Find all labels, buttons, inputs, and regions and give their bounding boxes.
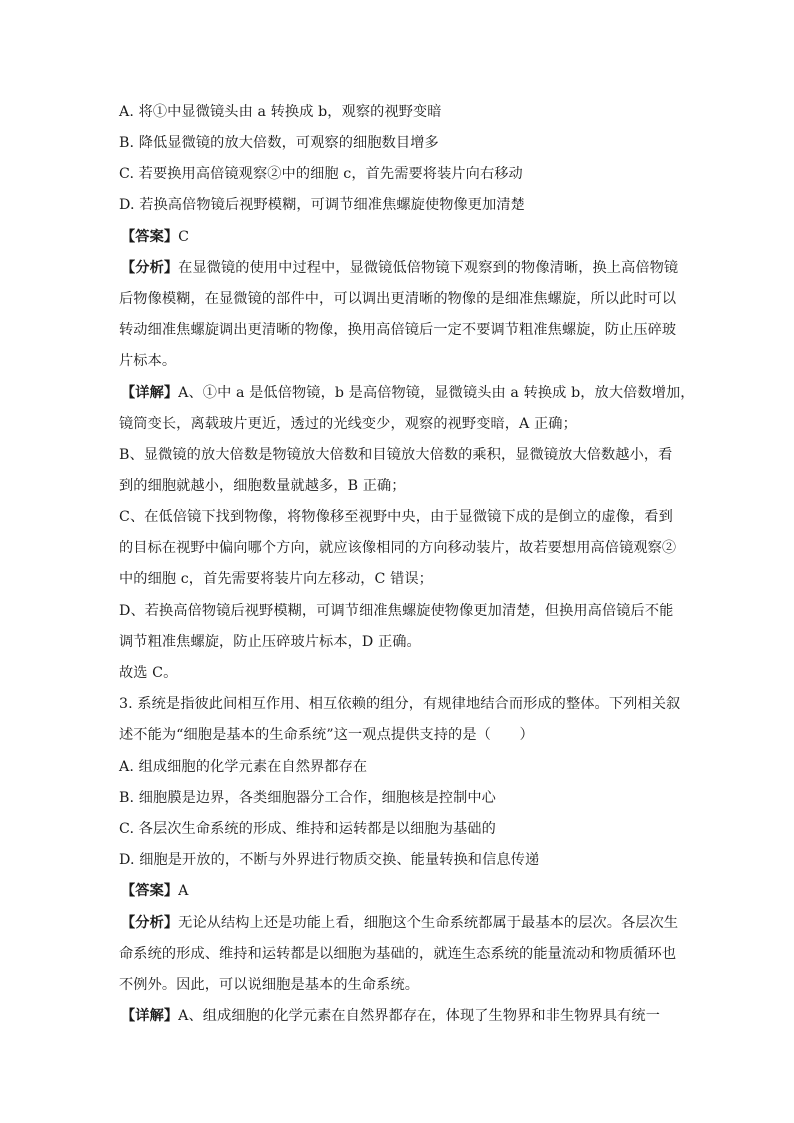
- q3-stem-line: 3. 系统是指彼此间相互作用、相互依赖的组分，有规律地结合而形成的整体。下列相关叙: [119, 696, 681, 712]
- q3-option-c: C. 各层次生命系统的形成、维持和运转都是以细胞为基础的: [119, 821, 496, 837]
- detail-text: A、组成细胞的化学元素在自然界都存在，体现了生物界和非生物界具有统一: [178, 1008, 660, 1024]
- q2-detail-line: 镜筒变长，离载玻片更近，透过的光线变少，观察的视野变暗，A 正确；: [119, 416, 577, 432]
- q2-detail-line: 中的细胞 c，首先需要将装片向左移动，C 错误；: [119, 571, 433, 587]
- q2-option-a: A. 将①中显微镜头由 a 转换成 b，观察的视野变暗: [119, 104, 442, 120]
- q2-analysis-line: 片标本。: [119, 353, 177, 369]
- detail-label: 【详解】: [121, 1008, 179, 1024]
- q2-option-b: B. 降低显微镜的放大倍数，可观察的细胞数目增多: [119, 135, 439, 151]
- analysis-label: 【分析】: [121, 260, 179, 276]
- q2-option-d: D. 若换高倍物镜后视野模糊，可调节细准焦螺旋使物像更加清楚: [119, 197, 525, 213]
- q2-conclusion: 故选 C。: [119, 665, 178, 681]
- q3-answer: [121, 881, 681, 901]
- q2-option-c: C. 若要换用高倍镜观察②中的细胞 c，首先需要将装片向右移动: [119, 166, 523, 182]
- q3-option-a: A. 组成细胞的化学元素在自然界都存在: [119, 759, 368, 775]
- q2-analysis-line: 后物像模糊，在显微镜的部件中，可以调出更清晰的物像的是细准焦螺旋，所以此时可以: [119, 291, 677, 307]
- q2-detail-line: B、显微镜的放大倍数是物镜放大倍数和目镜放大倍数的乘积，显微镜放大倍数越小，看: [119, 447, 673, 463]
- detail-label: 【详解】: [121, 385, 179, 401]
- q2-detail-line: D、若换高倍物镜后视野模糊，可调节细准焦螺旋使物像更加清楚，但换用高倍镜后不能: [119, 603, 674, 619]
- q3-stem-line: 述不能为“细胞是基本的生命系统”这一观点提供支持的是（ ）: [119, 727, 534, 743]
- q2-detail-line: C、在低倍镜下找到物像，将物像移至视野中央，由于显微镜下成的是倒立的虚像，看到: [119, 509, 673, 525]
- q3-detail-line: [121, 1006, 681, 1026]
- q2-answer: [121, 227, 681, 247]
- q3-analysis-line: [121, 913, 681, 933]
- q2-detail-line: 的目标在视野中偏向哪个方向，就应该像相同的方向移动装片，故若要想用高倍镜观察②: [119, 540, 677, 556]
- analysis-text: 无论从结构上还是功能上看，细胞这个生命系统都属于最基本的层次。各层次生: [178, 915, 679, 931]
- q3-option-b: B. 细胞膜是边界，各类细胞器分工合作，细胞核是控制中心: [119, 790, 496, 806]
- answer-label: 【答案】: [121, 229, 179, 245]
- analysis-label: 【分析】: [121, 915, 179, 931]
- answer-value: C: [178, 229, 190, 245]
- q2-analysis-line: [121, 258, 681, 278]
- q2-detail-line: 到的细胞就越小，细胞数量就越多，B 正确；: [119, 478, 406, 494]
- answer-value: A: [178, 883, 189, 899]
- detail-text: A、①中 a 是低倍物镜，b 是高倍物镜，显微镜头由 a 转换成 b，放大倍数增加，: [178, 385, 695, 401]
- answer-label: 【答案】: [121, 883, 179, 899]
- q2-detail-line: 调节粗准焦螺旋，防止压碎玻片标本，D 正确。: [119, 634, 421, 650]
- q2-analysis-line: 转动细准焦螺旋调出更清晰的物像，换用高倍镜后一定不要调节粗准焦螺旋，防止压碎玻: [119, 322, 677, 338]
- q2-detail-line: [121, 383, 695, 403]
- analysis-text: 在显微镜的使用中过程中，显微镜低倍物镜下观察到的物像清晰，换上高倍物镜: [178, 260, 679, 276]
- q3-analysis-line: 不例外。因此，可以说细胞是基本的生命系统。: [119, 977, 420, 993]
- q3-option-d: D. 细胞是开放的，不断与外界进行物质交换、能量转换和信息传递: [119, 852, 540, 868]
- q3-analysis-line: 命系统的形成、维持和运转都是以细胞为基础的，就连生态系统的能量流动和物质循环也: [119, 946, 677, 962]
